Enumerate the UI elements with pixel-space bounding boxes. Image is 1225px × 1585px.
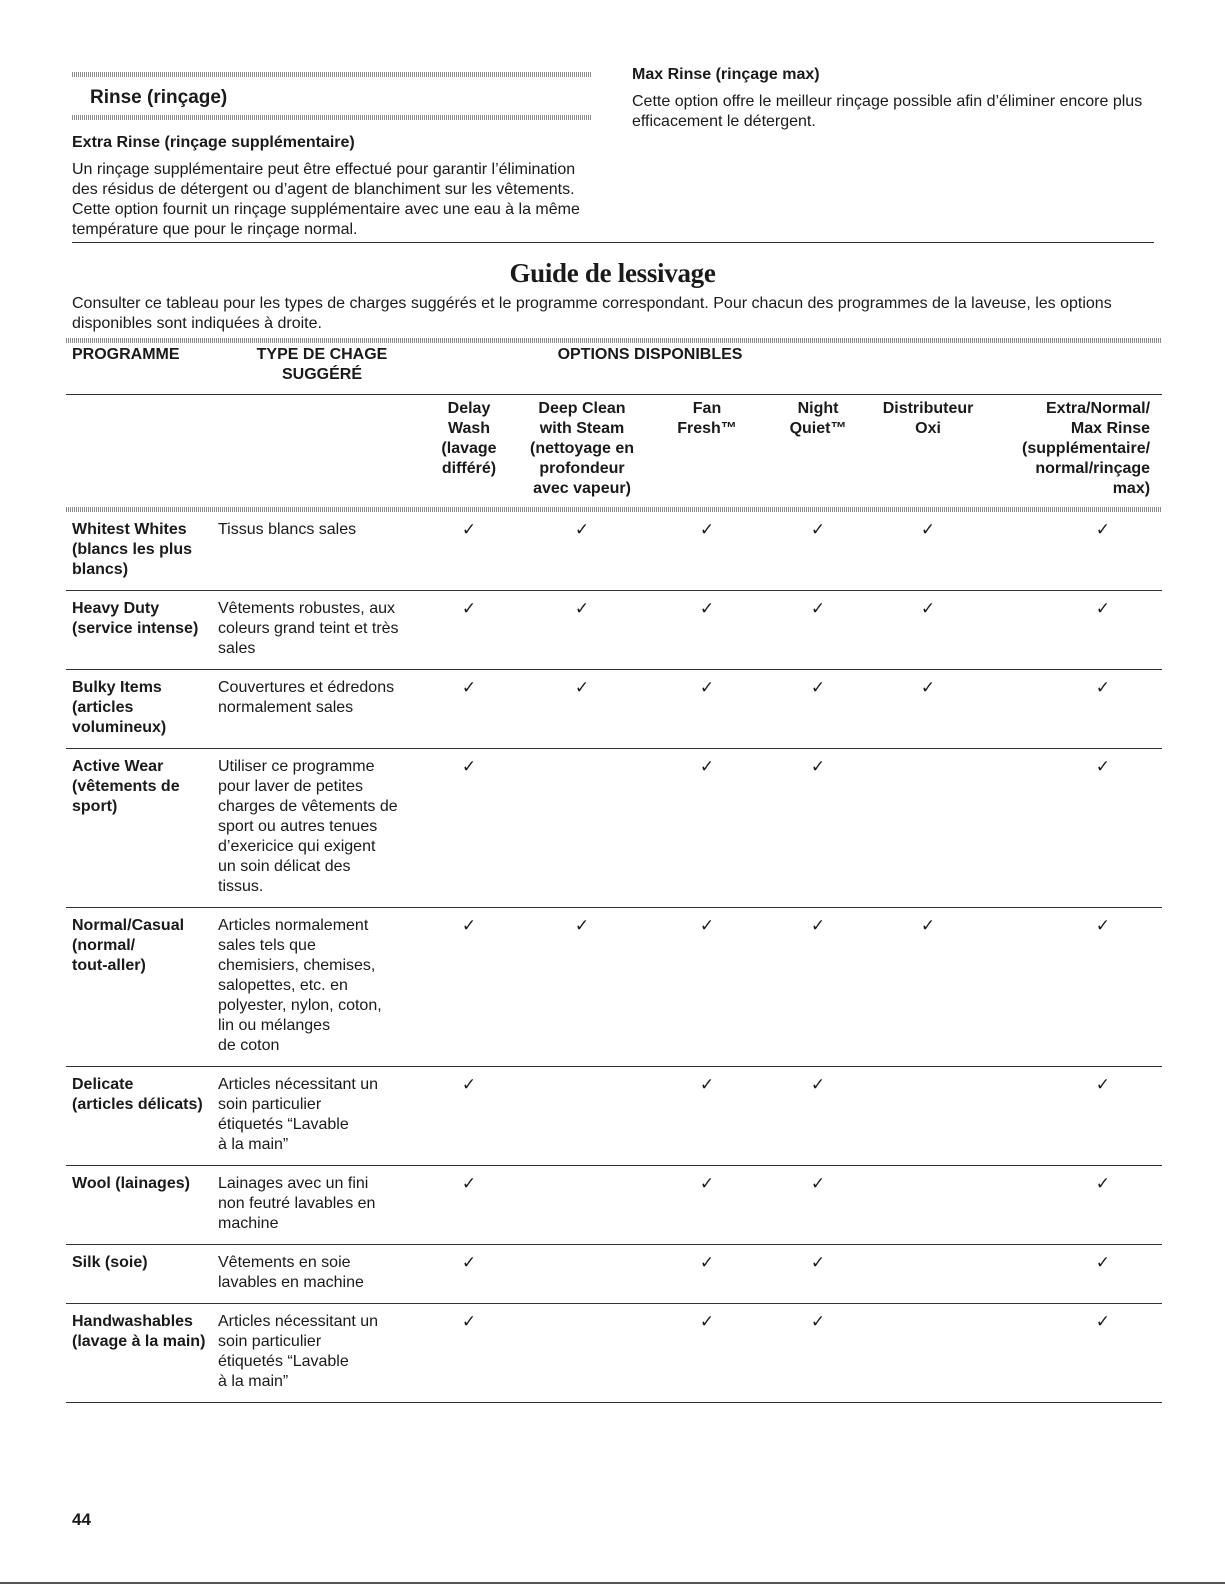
max-rinse-text: Cette option offre le meilleur rinçage possible afin d’éliminer encore plus efficacement le détergent. (632, 93, 1143, 130)
load-type-line: à la main” (218, 1136, 289, 1153)
header-load-type-line: SUGGÉRÉ (281, 366, 362, 383)
check-mark-icon: ✓ (426, 670, 512, 749)
extra-rinse-text: Un rinçage supplémentaire peut être effectué pour garantir l’élimination des résidus de détergent ou d’agent de blanchiment sur les vêtements. Cette option fournit un rinçage supplémentaire avec une eau à la même température que pour le rinçage normal. (72, 161, 580, 238)
check-mark-icon: ✓ (652, 1067, 762, 1166)
check-mark-icon: ✓ (652, 908, 762, 1067)
load-type-line: charges de vêtements de (218, 798, 398, 815)
program-name (66, 749, 218, 908)
load-type-line: Lainages avec un fini (218, 1175, 369, 1192)
rinse-heading: Rinse (rinçage) (90, 87, 228, 108)
header-options: OPTIONS DISPONIBLES (426, 344, 874, 395)
program-name-line: (service intense) (72, 620, 199, 637)
program-name (66, 670, 218, 749)
extra-rinse-title: Extra Rinse (rinçage supplémentaire) (72, 134, 355, 151)
header-option-fan-fresh (652, 395, 762, 508)
table-row (66, 1304, 1162, 1403)
program-name-line: tout-aller) (72, 957, 146, 974)
program-name-line: Delicate (72, 1076, 134, 1093)
check-mark-icon: ✓ (426, 908, 512, 1067)
program-name (66, 1245, 218, 1304)
header-option-distributeur-oxi (874, 395, 982, 508)
load-type (218, 749, 426, 908)
guide-title: Guide de lessivage (509, 258, 716, 288)
bottom-edge (0, 1582, 1225, 1584)
program-name-line: Silk (soie) (72, 1254, 148, 1271)
check-mark-icon: ✓ (652, 749, 762, 908)
program-name (66, 1067, 218, 1166)
load-type-line: Tissus blancs sales (218, 521, 357, 538)
program-name-line: Heavy Duty (72, 600, 160, 617)
load-type (218, 512, 426, 591)
header-option-line: Quiet™ (789, 420, 847, 437)
header-option-line: profondeur (539, 460, 625, 477)
empty-option-cell (874, 1067, 982, 1166)
load-type-line: lin ou mélanges (218, 1017, 331, 1034)
table-row (66, 908, 1162, 1067)
check-mark-icon: ✓ (652, 1166, 762, 1245)
check-mark-icon: ✓ (652, 512, 762, 591)
check-mark-icon: ✓ (874, 670, 982, 749)
empty-option-cell (874, 1245, 982, 1304)
load-type-line: Articles normalement (218, 917, 369, 934)
check-mark-icon: ✓ (652, 591, 762, 670)
program-name-line: blancs) (72, 561, 129, 578)
load-type-line: polyester, nylon, coton, (218, 997, 382, 1014)
check-mark-icon: ✓ (762, 749, 874, 908)
check-mark-icon: ✓ (762, 1067, 874, 1166)
program-name (66, 1304, 218, 1403)
guide-intro: Consulter ce tableau pour les types de charges suggérés et le programme correspondant. Pour chacun des programmes de la laveuse, les options disponibles sont indiquées à droite. (72, 295, 1112, 332)
header-programme: PROGRAMME (66, 344, 218, 395)
program-name (66, 908, 218, 1067)
program-name-line: Active Wear (72, 758, 164, 775)
check-mark-icon: ✓ (426, 1304, 512, 1403)
load-type-line: étiquetés “Lavable (218, 1353, 349, 1370)
program-name-line: (vêtements de (72, 778, 180, 795)
load-type-line: machine (218, 1215, 279, 1232)
load-type-line: soin particulier (218, 1333, 322, 1350)
header-option-line: (supplémentaire/ (1022, 440, 1151, 457)
check-mark-icon: ✓ (762, 512, 874, 591)
load-type-line: coleurs grand teint et très (218, 620, 399, 637)
program-name-line: volumineux) (72, 719, 167, 736)
check-mark-icon: ✓ (982, 512, 1162, 591)
header-option-line: Oxi (915, 420, 941, 437)
check-mark-icon: ✓ (982, 908, 1162, 1067)
page-number: 44 (72, 1510, 91, 1529)
header-load-type (218, 344, 426, 395)
table-body (66, 512, 1162, 1403)
header-option-line: max) (1112, 480, 1151, 497)
check-mark-icon: ✓ (426, 749, 512, 908)
load-type (218, 1304, 426, 1403)
empty-option-cell (512, 1304, 652, 1403)
program-name-line: (lavage à la main) (72, 1333, 206, 1350)
header-option-line: Extra/Normal/ (1046, 400, 1151, 417)
check-mark-icon: ✓ (982, 1067, 1162, 1166)
load-type-line: tissus. (218, 878, 264, 895)
load-type (218, 591, 426, 670)
header-option-line: Fresh™ (677, 420, 737, 437)
load-type-line: normalement sales (218, 699, 354, 716)
check-mark-icon: ✓ (512, 512, 652, 591)
header-option-line: Fan (692, 400, 722, 417)
load-type-line: d’exericice qui exigent (218, 838, 376, 855)
load-type-line: chemisiers, chemises, (218, 957, 376, 974)
load-type-line: sport ou autres tenues (218, 818, 378, 835)
empty-option-cell (512, 1245, 652, 1304)
table-row (66, 591, 1162, 670)
program-name-line: (blancs les plus (72, 541, 193, 558)
load-type-line: sales tels que (218, 937, 316, 954)
check-mark-icon: ✓ (982, 1245, 1162, 1304)
program-name-line: (normal/ (72, 937, 136, 954)
table-row (66, 1245, 1162, 1304)
check-mark-icon: ✓ (426, 1166, 512, 1245)
header-option-line: (lavage (441, 440, 497, 457)
load-type-line: lavables en machine (218, 1274, 364, 1291)
check-mark-icon: ✓ (652, 1245, 762, 1304)
check-mark-icon: ✓ (652, 1304, 762, 1403)
table-row (66, 512, 1162, 591)
program-name-line: sport) (72, 798, 118, 815)
check-mark-icon: ✓ (762, 1304, 874, 1403)
table-row (66, 1166, 1162, 1245)
load-type (218, 908, 426, 1067)
load-type-line: Articles nécessitant un (218, 1313, 379, 1330)
check-mark-icon: ✓ (982, 1166, 1162, 1245)
header-option-night-quiet (762, 395, 874, 508)
header-option-line: with Steam (539, 420, 625, 437)
intro-rule (66, 338, 1162, 343)
load-type-line: Vêtements en soie (218, 1254, 351, 1271)
load-type-line: Articles nécessitant un (218, 1076, 379, 1093)
program-name-line: Handwashables (72, 1313, 193, 1330)
options-header-row (66, 395, 1162, 508)
check-mark-icon: ✓ (982, 591, 1162, 670)
check-mark-icon: ✓ (426, 591, 512, 670)
rinse-section (72, 72, 592, 240)
program-name-line: (articles délicats) (72, 1096, 203, 1113)
header-option-line: Distributeur (882, 400, 974, 417)
table-row (66, 749, 1162, 908)
load-type (218, 1067, 426, 1166)
max-rinse-section (632, 66, 1162, 132)
program-name-line: Whitest Whites (72, 521, 187, 538)
section-divider (72, 242, 1154, 243)
table-row (66, 1067, 1162, 1166)
header-option-line: Night (797, 400, 839, 417)
program-name (66, 591, 218, 670)
load-type (218, 1245, 426, 1304)
check-mark-icon: ✓ (762, 908, 874, 1067)
header-option-line: Max Rinse (1070, 420, 1151, 437)
header-load-type-line: TYPE DE CHAGE (256, 346, 388, 363)
check-mark-icon: ✓ (762, 1245, 874, 1304)
load-type-line: soin particulier (218, 1096, 322, 1113)
check-mark-icon: ✓ (426, 1245, 512, 1304)
check-mark-icon: ✓ (762, 1166, 874, 1245)
header-option-line: différé) (441, 460, 497, 477)
load-type-line: non feutré lavables en (218, 1195, 376, 1212)
check-mark-icon: ✓ (762, 591, 874, 670)
check-mark-icon: ✓ (982, 749, 1162, 908)
empty-option-cell (874, 749, 982, 908)
load-type (218, 1166, 426, 1245)
header-option-line: Deep Clean (538, 400, 626, 417)
check-mark-icon: ✓ (426, 512, 512, 591)
table-header-row (66, 344, 1162, 395)
header-option-deep-clean-steam (512, 395, 652, 508)
load-type-line: pour laver de petites (218, 778, 363, 795)
laundry-guide-table (66, 344, 1162, 1403)
check-mark-icon: ✓ (762, 670, 874, 749)
header-option-line: (nettoyage en (529, 440, 634, 457)
table-row (66, 670, 1162, 749)
header-option-line: avec vapeur) (533, 480, 631, 497)
check-mark-icon: ✓ (874, 908, 982, 1067)
empty-option-cell (874, 1166, 982, 1245)
program-name (66, 1166, 218, 1245)
program-name-line: Bulky Items (72, 679, 162, 696)
check-mark-icon: ✓ (512, 670, 652, 749)
empty-option-cell (512, 1067, 652, 1166)
load-type-line: un soin délicat des (218, 858, 351, 875)
check-mark-icon: ✓ (426, 1067, 512, 1166)
load-type-line: salopettes, etc. en (218, 977, 348, 994)
load-type-line: sales (218, 640, 256, 657)
rinse-heading-bottom-rule (72, 115, 592, 120)
header-option-extra-normal-max-rinse (982, 395, 1162, 508)
check-mark-icon: ✓ (512, 908, 652, 1067)
program-name-line: Normal/Casual (72, 917, 185, 934)
header-option-delay-wash (426, 395, 512, 508)
check-mark-icon: ✓ (874, 512, 982, 591)
load-type-line: Couvertures et édredons (218, 679, 395, 696)
program-name-line: Wool (lainages) (72, 1175, 190, 1192)
empty-option-cell (512, 749, 652, 908)
max-rinse-title: Max Rinse (rinçage max) (632, 66, 820, 83)
program-name (66, 512, 218, 591)
check-mark-icon: ✓ (982, 1304, 1162, 1403)
check-mark-icon: ✓ (982, 670, 1162, 749)
check-mark-icon: ✓ (512, 591, 652, 670)
header-option-line: normal/rinçage (1035, 460, 1151, 477)
header-option-line: Wash (447, 420, 491, 437)
empty-option-cell (874, 1304, 982, 1403)
load-type-line: étiquetés “Lavable (218, 1116, 349, 1133)
load-type-line: Utiliser ce programme (218, 758, 375, 775)
empty-option-cell (512, 1166, 652, 1245)
load-type-line: Vêtements robustes, aux (218, 600, 395, 617)
load-type-line: de coton (218, 1037, 280, 1054)
header-option-line: Delay (447, 400, 491, 417)
load-type (218, 670, 426, 749)
program-name-line: (articles (72, 699, 134, 716)
check-mark-icon: ✓ (874, 591, 982, 670)
load-type-line: à la main” (218, 1373, 289, 1390)
check-mark-icon: ✓ (652, 670, 762, 749)
